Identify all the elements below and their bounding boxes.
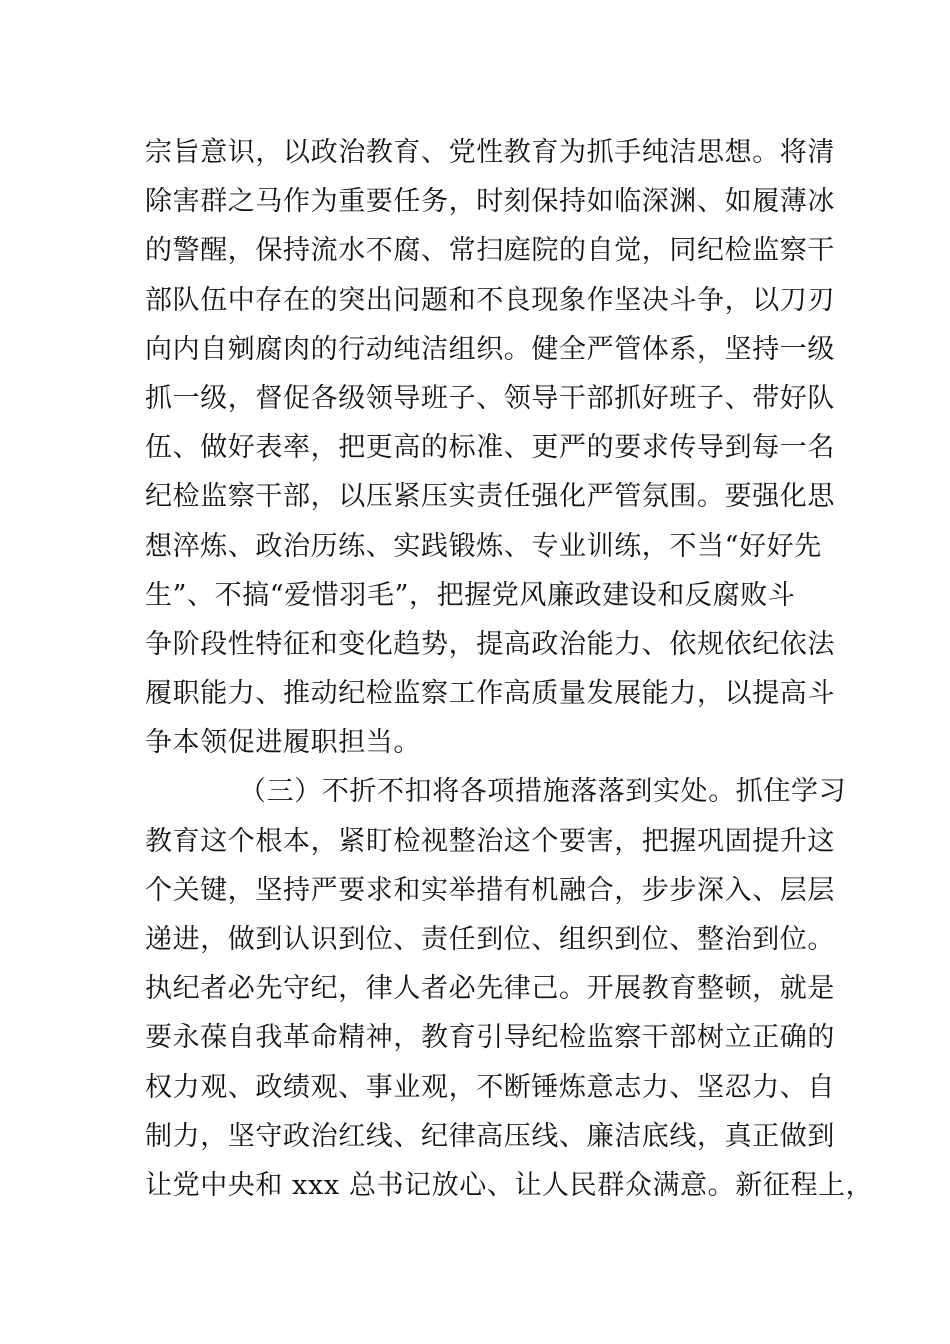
text-line: 争阶段性特征和变化趋势，提高政治能力、依规依纪依法 [145,628,835,660]
text-line: 个关键，坚持严要求和实举措有机融合，步步深入、层层 [145,874,835,906]
text-line: 伍、做好表率，把更高的标准、更严的要求传导到每一名 [145,432,835,464]
text-line: 执纪者必先守纪，律人者必先律己。开展教育整顿，就是 [145,973,835,1005]
text-line: 制力，坚守政治红线、纪律高压线、廉洁底线，真正做到 [145,1120,835,1152]
text-line: 让党中央和 xxx 总书记放心、让人民群众满意。新征程上， [145,1169,874,1201]
text-line: 争本领促进履职担当。 [145,727,421,759]
text-line: 抓一级，督促各级领导班子、领导干部抓好班子、带好队 [145,382,835,414]
text-line: 权力观、政绩观、事业观，不断锤炼意志力、坚忍力、自 [145,1071,835,1103]
body-text [145,128,874,1210]
text-line: 纪检监察干部，以压紧压实责任强化严管氛围。要强化思 [145,481,835,513]
text-line: 教育这个根本，紧盯检视整治这个要害，把握巩固提升这 [145,825,835,857]
text-line: 部队伍中存在的突出问题和不良现象作坚决斗争，以刀刃 [145,284,835,316]
text-line: 要永葆自我革命精神，教育引导纪检监察干部树立正确的 [145,1022,835,1054]
text-line: 递进，做到认识到位、责任到位、组织到位、整治到位。 [145,924,835,955]
text-line: 除害群之马作为重要任务，时刻保持如临深渊、如履薄冰 [145,186,835,218]
text-line: 的警醒，保持流水不腐、常扫庭院的自觉，同纪检监察干 [145,235,835,267]
section-heading-line: （三）不折不扣将各项措施落落到实处。抓住学习 [239,776,847,808]
text-line: 履职能力、推动纪检监察工作高质量发展能力，以提高斗 [145,678,835,710]
text-line: 生”、不搞“爱惜羽毛”，把握党风廉政建设和反腐败斗 [145,579,796,611]
text-line: 宗旨意识，以政治教育、党性教育为抓手纯洁思想。将清 [145,137,835,168]
text-line: 想淬炼、政治历练、实践锻炼、专业训练，不当“好好先 [145,530,822,562]
text-line: 向内自剜腐肉的行动纯洁组织。健全严管体系，坚持一级 [145,333,835,365]
